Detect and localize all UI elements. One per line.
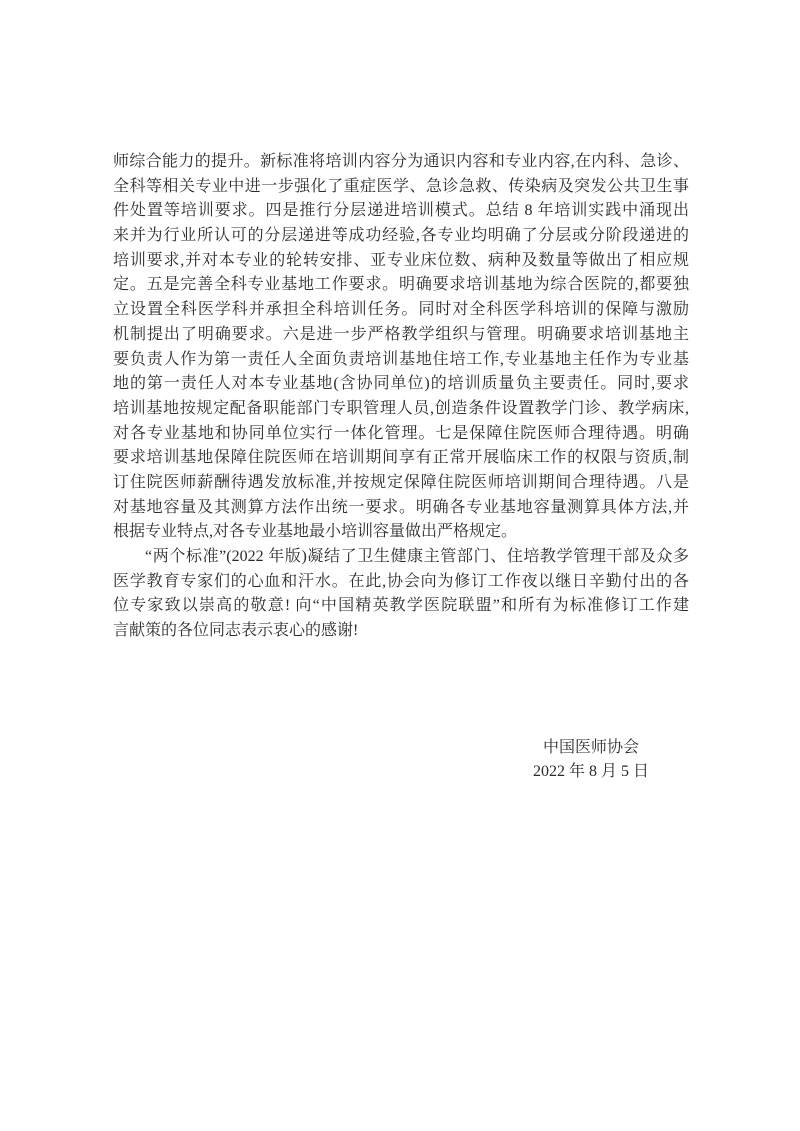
text-line: 医学教育专家们的心血和汗水。在此,协会向为修订工作夜以继日辛勤付出的各 (113, 572, 689, 590)
signature-block (511, 736, 671, 784)
text-line: 地的第一责任人对本专业基地(含协同单位)的培训质量负主要责任。同时,要求 (113, 375, 689, 393)
text-line: 来并为行业所认可的分层递进等成功经验,各专业均明确了分层或分阶段递进的 (113, 227, 689, 245)
text-line: 件处置等培训要求。四是推行分层递进培训模式。总结 8 年培训实践中涌现出 (113, 202, 689, 220)
paragraph-continuation (113, 150, 689, 545)
text-line: 对基地容量及其测算方法作出统一要求。明确各专业基地容量测算具体方法,并 (113, 498, 689, 516)
text-line: 根据专业特点,对各专业基地最小培训容量做出严格规定。 (113, 523, 518, 541)
text-line: 全科等相关专业中进一步强化了重症医学、急诊急救、传染病及突发公共卫生事 (113, 177, 689, 195)
text-line: 立设置全科医学科并承担全科培训任务。同时对全科医学科培训的保障与激励 (113, 301, 689, 319)
text-line: 机制提出了明确要求。六是进一步严格教学组织与管理。明确要求培训基地主 (113, 325, 689, 343)
text-line: 言献策的各位同志表示衷心的感谢! (113, 622, 359, 640)
text-line: “两个标准”(2022 年版)凝结了卫生健康主管部门、住培教学管理干部及众多 (145, 548, 689, 565)
text-line: 定。五是完善全科专业基地工作要求。明确要求培训基地为综合医院的,都要独 (113, 276, 689, 294)
body-text-block (113, 150, 689, 644)
text-line: 要负责人作为第一责任人全面负责培训基地住培工作,专业基地主任作为专业基 (113, 350, 689, 368)
signature-date: 2022 年 8 月 5 日 (532, 763, 649, 780)
text-line: 对各专业基地和协同单位实行一体化管理。七是保障住院医师合理待遇。明确 (113, 424, 689, 442)
text-line: 培训基地按规定配备职能部门专职管理人员,创造条件设置教学门诊、教学病床, (113, 399, 689, 417)
text-line: 培训要求,并对本专业的轮转安排、亚专业床位数、病种及数量等做出了相应规 (113, 251, 689, 269)
text-line: 要求培训基地保障住院医师在培训期间享有正常开展临床工作的权限与资质,制 (113, 449, 689, 467)
closing-paragraph (113, 545, 689, 644)
text-line: 师综合能力的提升。新标准将培训内容分为通识内容和专业内容,在内科、急诊、 (113, 153, 689, 170)
text-line: 位专家致以崇高的敬意! 向“中国精英教学医院联盟”和所有为标准修订工作建 (113, 597, 689, 615)
text-line: 订住院医师薪酬待遇发放标准,并按规定保障住院医师培训期间合理待遇。八是 (113, 473, 689, 491)
signature-organization: 中国医师协会 (542, 739, 639, 756)
